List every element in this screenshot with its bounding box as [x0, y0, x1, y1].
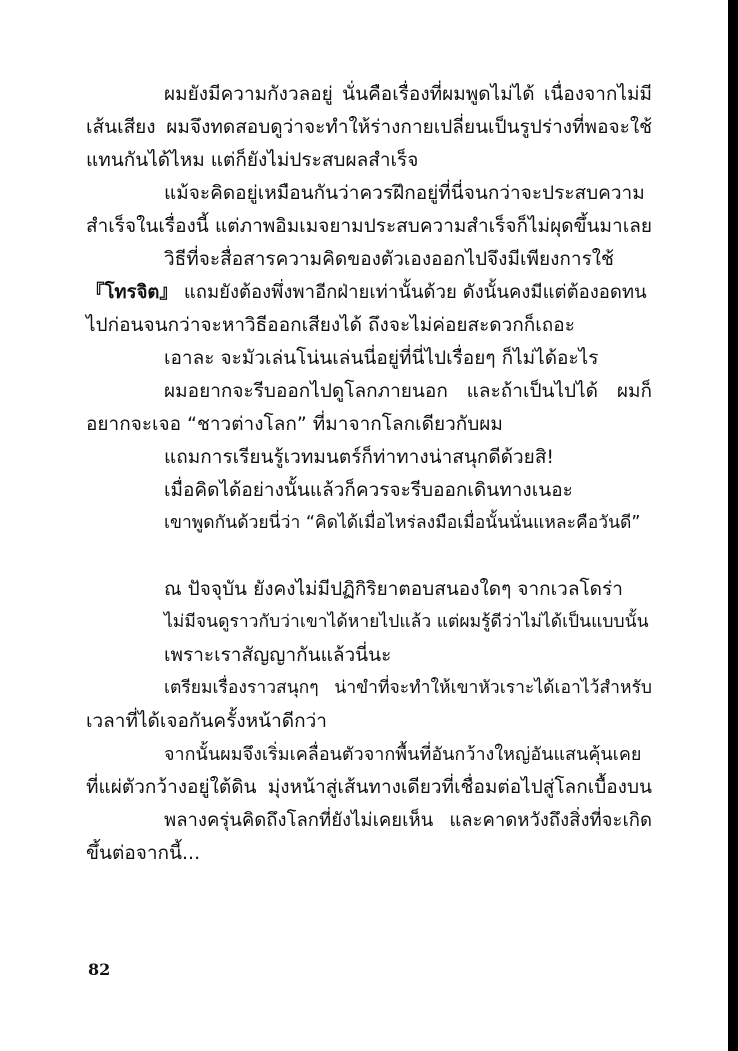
- text-line: ไปก่อนจนกว่าจะหาวิธีออกเสียงได้ ถึงจะไม่ค่อยสะดวกก็เถอะ: [86, 314, 575, 336]
- text-line: จากนั้นผมจึงเริ่มเคลื่อนตัวจากพื้นที่อันกว้างใหญ่อันแสนคุ้นเคย: [164, 744, 642, 765]
- text-line: แม้จะคิดอยู่เหมือนกันว่าควรฝึกอยู่ที่นี่จนกว่าจะประสบความ: [164, 182, 645, 204]
- page-number: 82: [88, 960, 111, 979]
- text-line-continuation: แถมยังต้องพึ่งพาอีกฝ่ายเท่านั้นด้วย ดังนั้นคงมีแต่ต้องอดทน: [177, 282, 647, 303]
- page-edge-bar: [728, 0, 738, 1051]
- text-line: ณ ปัจจุบัน ยังคงไม่มีปฏิกิริยาตอบสนองใดๆ จากเวลโดร่า: [164, 578, 623, 600]
- text-line: เส้นเสียง ผมจึงทดสอบดูว่าจะทำให้ร่างกายเปลี่ยนเป็นรูปร่างที่พอจะใช้: [86, 116, 652, 138]
- text-line: ที่แผ่ตัวกว้างอยู่ใต้ดิน มุ่งหน้าสู่เส้นทางเดียวที่เชื่อมต่อไปสู่โลกเบื้องบน: [86, 776, 652, 798]
- text-line: เอาละ จะมัวเล่นโน่นเล่นนี่อยู่ที่นี่ไปเรื่อยๆ ก็ไม่ได้อะไร: [164, 347, 599, 369]
- text-line: อยากจะเจอ “ชาวต่างโลก” ที่มาจากโลกเดียวกับผม: [86, 413, 503, 435]
- text-line: วิธีที่จะสื่อสารความคิดของตัวเองออกไปจึงมีเพียงการใช้: [164, 248, 614, 270]
- text-line: เตรียมเรื่องราวสนุกๆ น่าขำที่จะทำให้เขาหัวเราะได้เอาไว้สำหรับ: [164, 678, 652, 698]
- text-line: สำเร็จในเรื่องนี้ แต่ภาพอิมเมจยามประสบความสำเร็จก็ไม่ผุดขึ้นมาเลย: [86, 215, 652, 237]
- text-line: เพราะเราสัญญากันแล้วนี่นะ: [164, 644, 392, 666]
- text-line: พลางครุ่นคิดถึงโลกที่ยังไม่เคยเห็น และคาดหวังถึงสิ่งที่จะเกิด: [164, 810, 652, 831]
- text-line: เมื่อคิดได้อย่างนั้นแล้วก็ควรจะรีบออกเดินทางเนอะ: [164, 479, 573, 501]
- text-line: ผมยังมีความกังวลอยู่ นั่นคือเรื่องที่ผมพูดไม่ได้ เนื่องจากไม่มี: [164, 83, 652, 105]
- text-line: แทนกันได้ไหม แต่ก็ยังไม่ประสบผลสำเร็จ: [86, 149, 419, 171]
- text-line: [86, 276, 652, 309]
- telepathy-term: 『โทรจิต』: [86, 282, 178, 303]
- section-break: [86, 540, 652, 573]
- text-line: แถมการเรียนรู้เวทมนตร์ก็ท่าทางน่าสนุกดีด้วยสิ!: [164, 446, 555, 468]
- text-line: ขึ้นต่อจากนี้...: [86, 842, 201, 864]
- text-line: เขาพูดกันด้วยนี่ว่า “คิดได้เมื่อไหร่ลงมือเมื่อนั้นนั่นแหละคือวันดี”: [164, 513, 641, 533]
- text-line: เวลาที่ได้เจอกันครั้งหน้าดีกว่า: [86, 710, 327, 732]
- body-text: [86, 78, 652, 870]
- text-line: ผมอยากจะรีบออกไปดูโลกภายนอก และถ้าเป็นไปได้ ผมก็: [164, 380, 652, 402]
- text-line: ไม่มีจนดูราวกับว่าเขาได้หายไปแล้ว แต่ผมรู้ดีว่าไม่ได้เป็นแบบนั้น: [164, 612, 649, 632]
